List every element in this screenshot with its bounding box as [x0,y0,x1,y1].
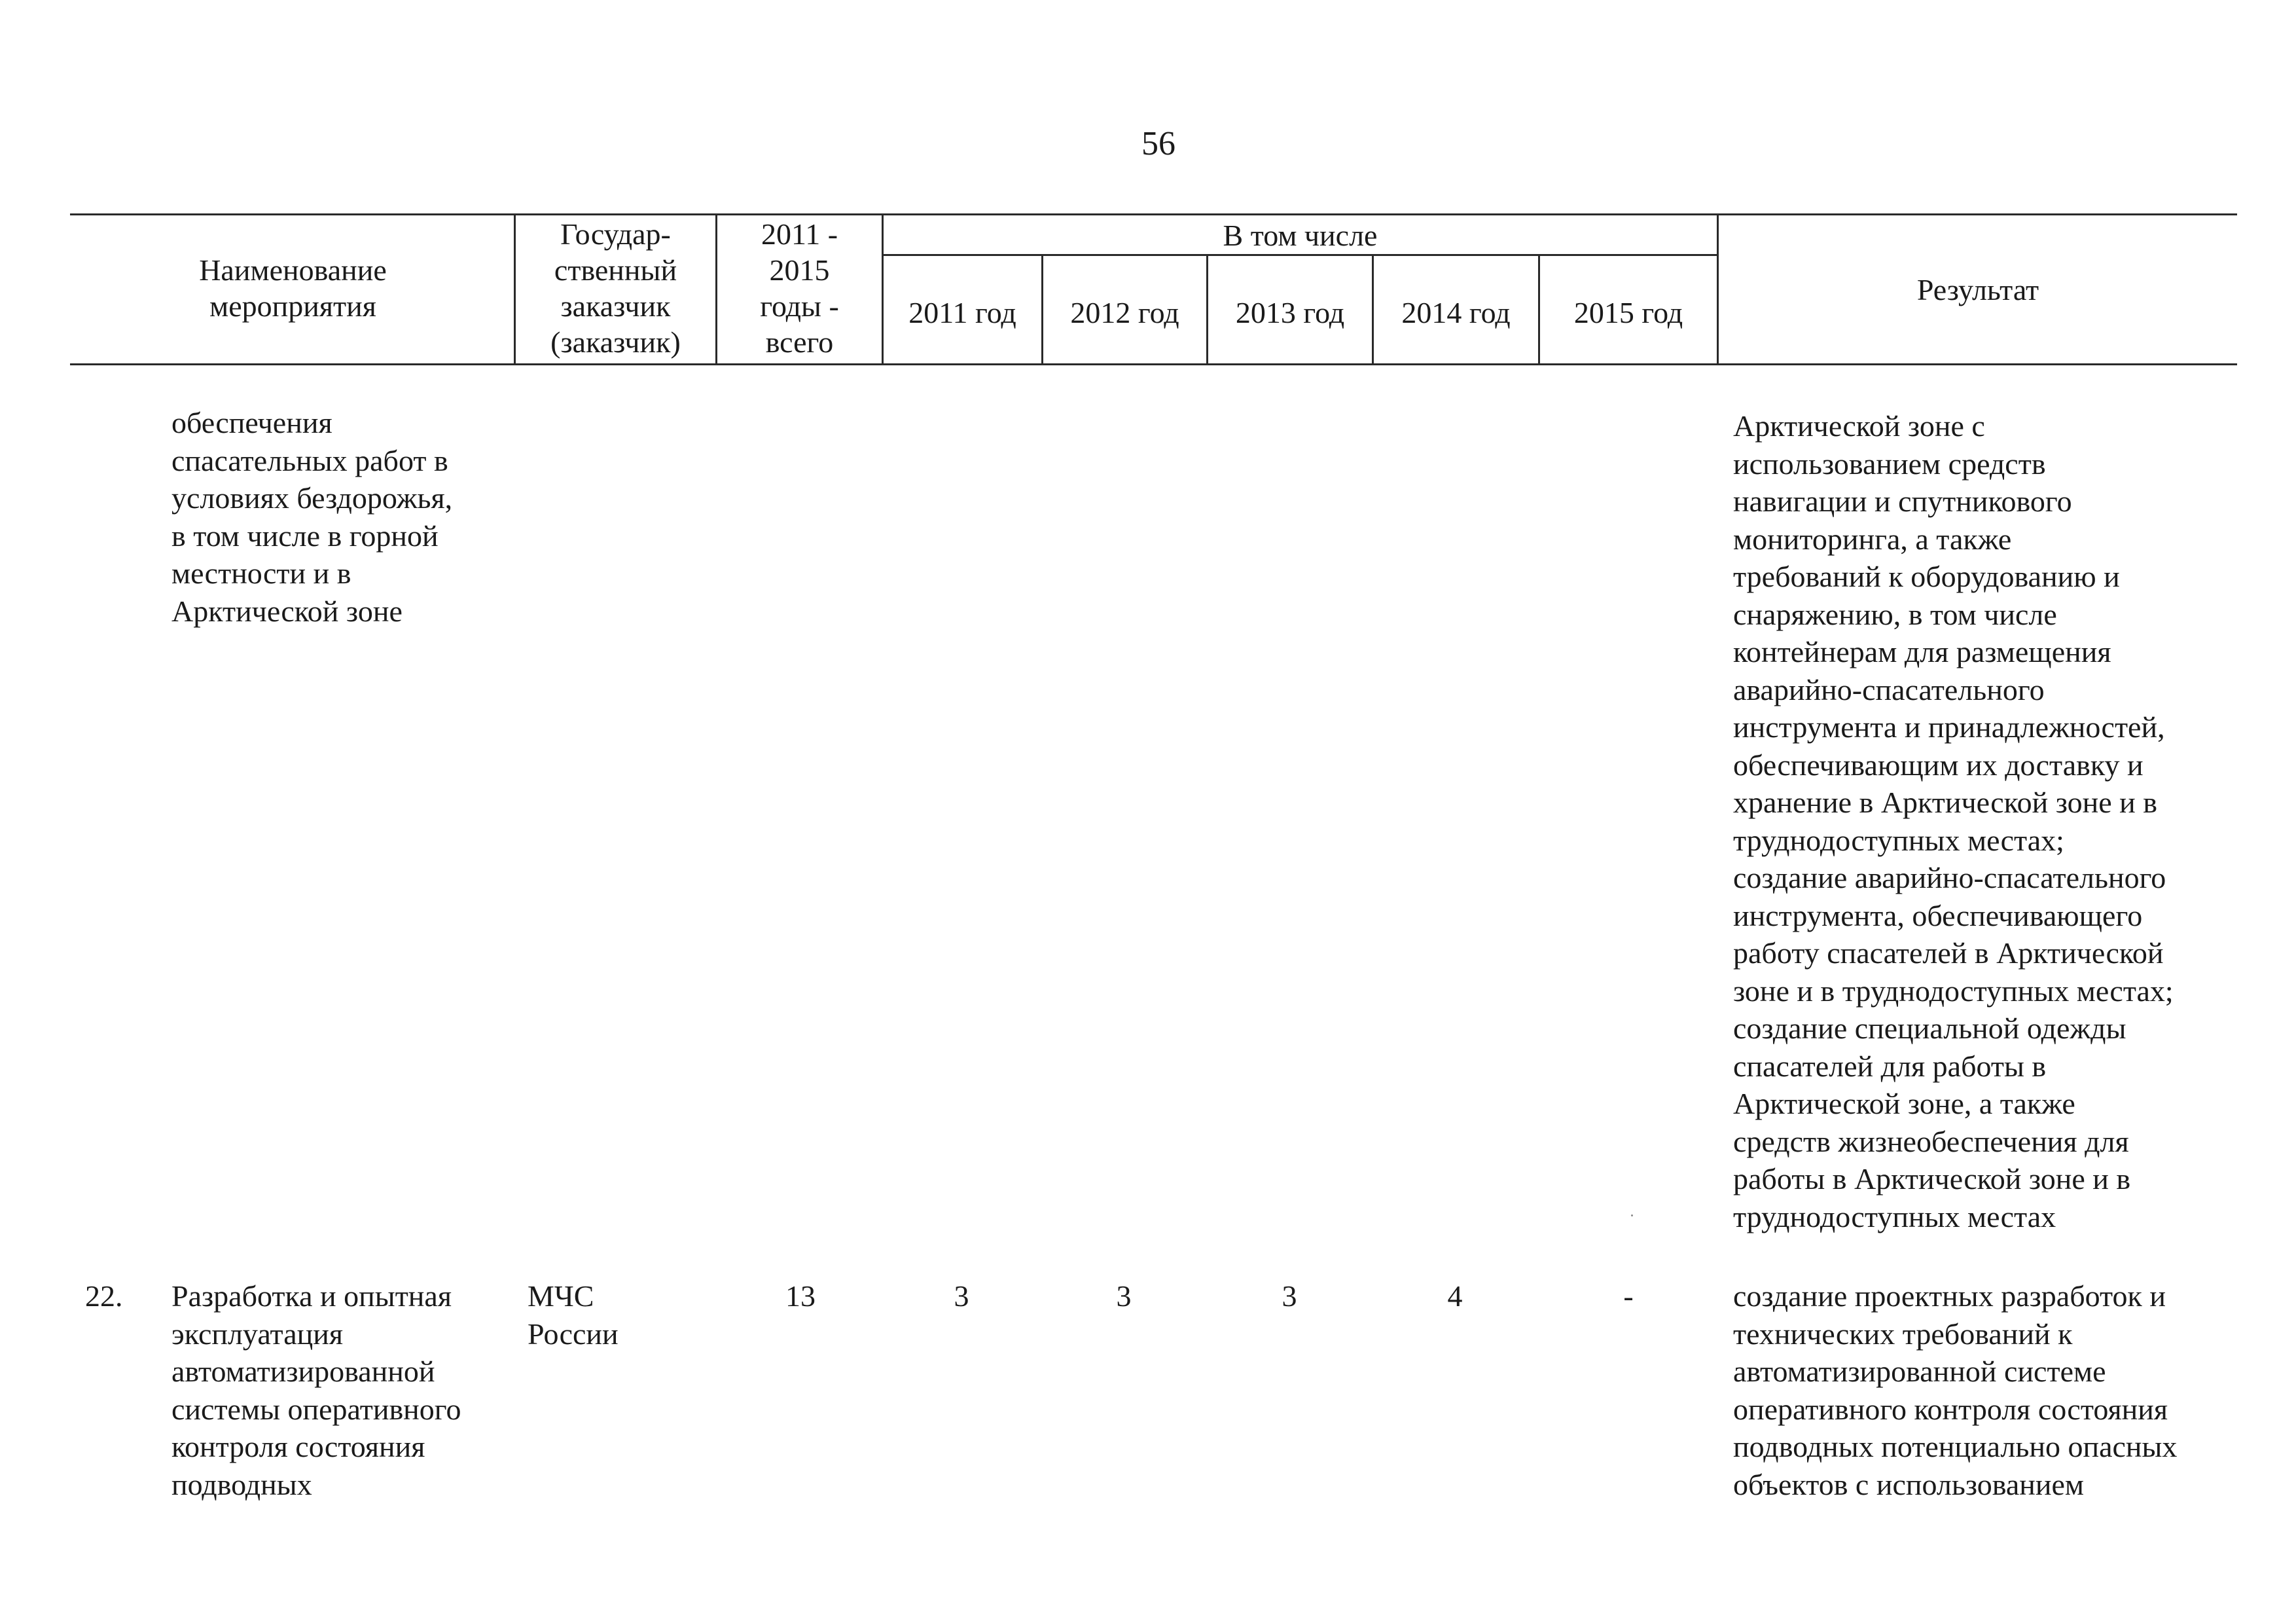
header-customer: Государ- ственный заказчик (заказчик) [550,217,681,359]
header-year-2012: 2012 год [1070,296,1179,329]
header-top-rule [70,213,2237,215]
header-bottom-rule [70,363,2237,365]
row-year-2013: 3 [1282,1279,1297,1313]
header-result: Результат [1916,273,2039,306]
row-total: 13 [785,1279,816,1313]
header-including: В том числе [1223,219,1378,252]
row-year-2011: 3 [954,1279,969,1313]
row-year-2012: 3 [1116,1279,1132,1313]
header-year-2011: 2011 год [908,296,1016,329]
header-name: Наименование мероприятия [199,253,387,323]
row-name: Разработка и опытная эксплуатация автоматизированной системы оперативного контроля состояния подводных [171,1279,461,1501]
header-year-2015: 2015 год [1573,296,1683,329]
header-total: 2011 - 2015 годы - всего [760,217,839,359]
scan-speck [1631,1214,1633,1216]
row-number: 22. [85,1279,123,1313]
header-year-2013: 2013 год [1235,296,1345,329]
row-year-2015: - [1623,1279,1634,1313]
row-year-2014: 4 [1447,1279,1463,1313]
row-result: создание проектных разработок и технических требований к автоматизированной системе оперативного контроля состояния подводных потенциально опасных объектов с использованием [1733,1279,2178,1501]
row-name: обеспечения спасательных работ в условиях бездорожья, в том числе в горной местности и в Арктической зоне [171,406,453,628]
page-number: 56 [1141,125,1175,162]
row-customer: МЧС России [528,1279,619,1351]
row-result: Арктической зоне с использованием средств навигации и спутникового мониторинга, а также требований к оборудованию и снаряжению, в том числе контейнерам для размещения аварийно-спасательного инструмента и принадлежностей, обеспечивающим их доставку и хранение в Арктической зоне и в труднодоступных местах; создание аварийно-спасательного инструмента, обеспечивающего работу спасателей в Арктической зоне и в труднодоступных местах; создание специальной одежды спасателей для работы в Арктической зоне, а также средств жизнеобеспечения для работы в Арктической зоне и в труднодоступных местах [1733,409,2174,1233]
subheader-rule [882,254,1717,256]
header-year-2014: 2014 год [1401,296,1511,329]
